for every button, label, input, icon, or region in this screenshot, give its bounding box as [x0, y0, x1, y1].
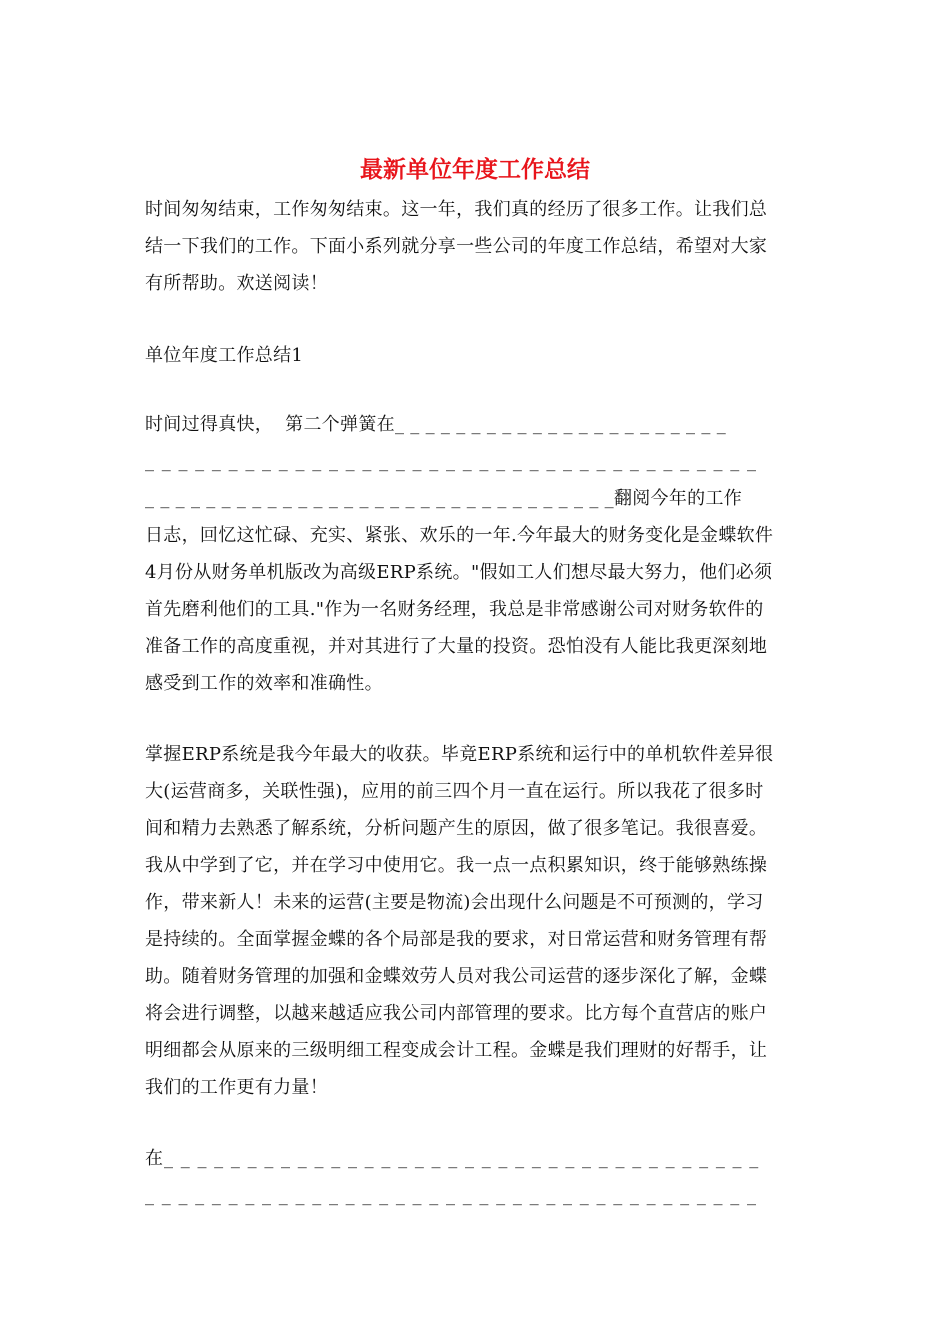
paragraph-line: 明细都会从原来的三级明细工程变成会计工程。金蝶是我们理财的好帮手，让: [145, 1040, 768, 1061]
paragraph-line: 感受到工作的效率和准确性。: [145, 673, 383, 694]
blank-fill-line: _ _ _ _ _ _ _ _ _ _ _ _ _ _ _ _ _ _ _ _ _ _ _ _ _ _ _ _ _ _ _ _ _ _ _ _ _: [145, 1185, 757, 1206]
intro-line: 时间匆匆结束，工作匆匆结束。这一年，我们真的经历了很多工作。让我们总: [145, 199, 768, 220]
paragraph-line: 是持续的。全面掌握金蝶的各个局部是我的要求，对日常运营和财务管理有帮: [145, 929, 768, 950]
paragraph-line: 4月份从财务单机版改为高级ERP系统。"假如工人们想尽最大努力，他们必须: [145, 562, 773, 583]
paragraph-line: 日志，回忆这忙碌、充实、紧张、欢乐的一年.今年最大的财务变化是金蝶软件: [145, 525, 774, 546]
paragraph-line: 我们的工作更有力量！: [145, 1077, 328, 1098]
paragraph-line: 大(运营商多，关联性强)，应用的前三四个月一直在运行。所以我花了很多时: [145, 781, 764, 802]
document-title: 最新单位年度工作总结: [360, 156, 590, 183]
intro-line: 有所帮助。欢送阅读！: [145, 273, 328, 294]
paragraph-line: 作，带来新人！未来的运营(主要是物流)会出现什么问题是不可预测的，学习: [145, 892, 764, 913]
blank-fill-line: _ _ _ _ _ _ _ _ _ _ _ _ _ _ _ _ _ _ _ _ _ _ _ _ _ _ _ _ _ _ _ _ _ _ _ _ _: [145, 451, 757, 472]
paragraph-line: 首先磨利他们的工具."作为一名财务经理，我总是非常感谢公司对财务软件的: [145, 599, 764, 620]
paragraph-line: 将会进行调整，以越来越适应我公司内部管理的要求。比方每个直营店的账户: [145, 1003, 768, 1024]
paragraph-line: 助。随着财务管理的加强和金蝶效劳人员对我公司运营的逐步深化了解，金蝶: [145, 966, 768, 987]
intro-line: 结一下我们的工作。下面小系列就分享一些公司的年度工作总结，希望对大家: [145, 236, 768, 257]
paragraph-line: 掌握ERP系统是我今年最大的收获。毕竟ERP系统和运行中的单机软件差异很: [145, 744, 774, 765]
section-heading: 单位年度工作总结1: [145, 345, 304, 366]
paragraph-line: 准备工作的高度重视，并对其进行了大量的投资。恐怕没有人能比我更深刻地: [145, 636, 768, 657]
paragraph-line: 时间过得真快， 第二个弹簧在_ _ _ _ _ _ _ _ _ _ _ _ _ _ _ _ _ _ _ _ _ _: [145, 414, 726, 435]
paragraph-line: 我从中学到了它，并在学习中使用它。我一点一点积累知识，终于能够熟练操: [145, 855, 768, 876]
paragraph-line: 间和精力去熟悉了解系统，分析问题产生的原因，做了很多笔记。我很喜爱。: [145, 818, 768, 839]
paragraph-line: _ _ _ _ _ _ _ _ _ _ _ _ _ _ _ _ _ _ _ _ _ _ _ _ _ _ _ _ _ _ _翻阅今年的工作: [145, 488, 743, 509]
paragraph-line: 在_ _ _ _ _ _ _ _ _ _ _ _ _ _ _ _ _ _ _ _ _ _ _ _ _ _ _ _ _ _ _ _ _ _ _ _: [145, 1148, 760, 1169]
